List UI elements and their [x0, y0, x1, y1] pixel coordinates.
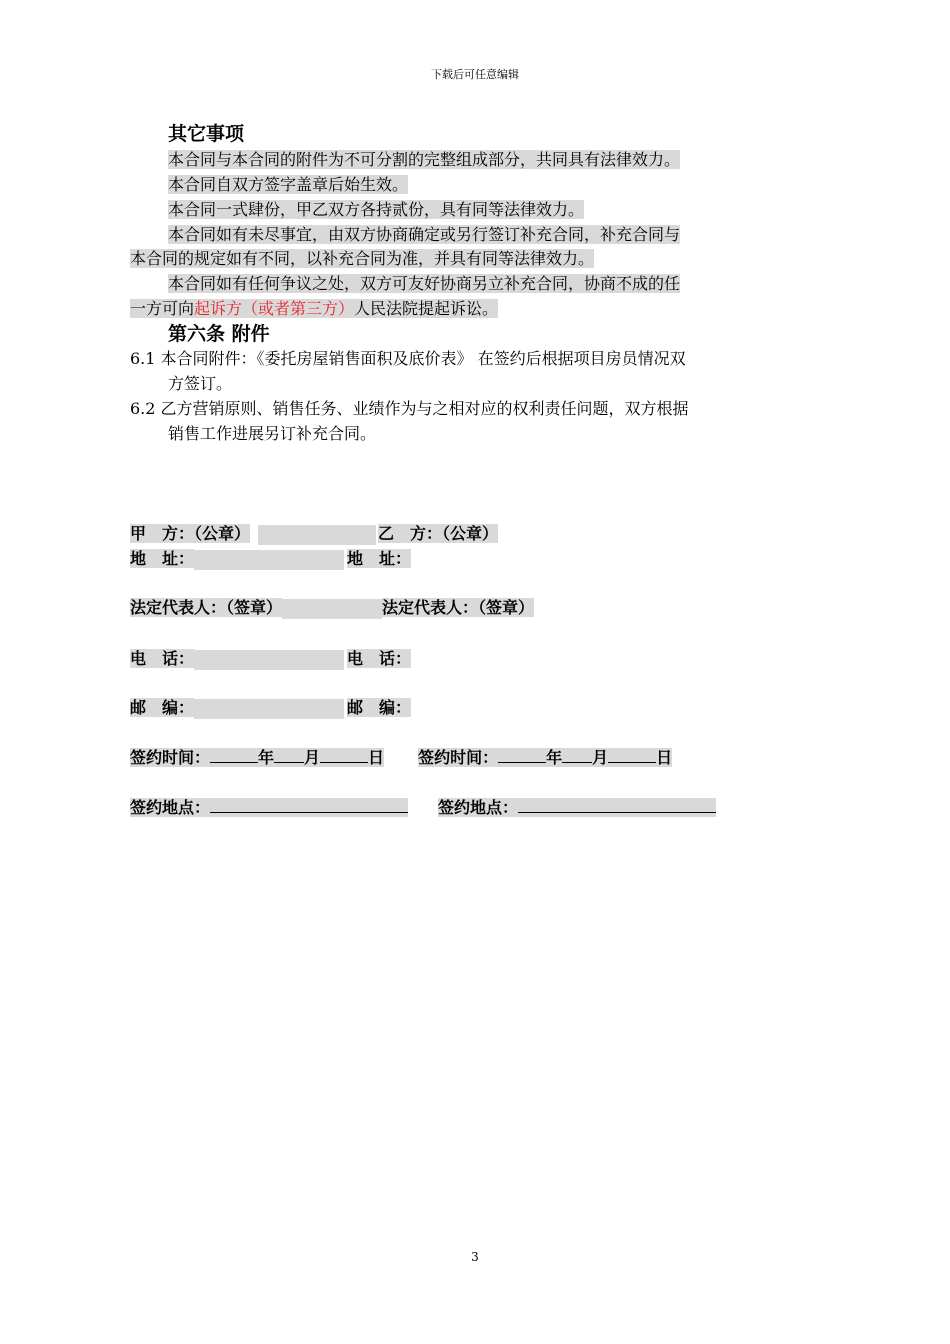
time-a-month-field[interactable]: [274, 746, 304, 763]
address-a-field[interactable]: [194, 550, 344, 570]
paragraph-4-line-2-text: 本合同的规定如有不同，以补充合同为准，并具有同等法律效力。: [130, 249, 595, 268]
address-b-label: 地 址：: [347, 549, 412, 568]
rep-a-label: 法定代表人：（签章）: [130, 598, 283, 617]
party-a-label: 甲 方：（公章）: [130, 524, 251, 543]
place-a-field[interactable]: [210, 796, 408, 813]
paragraph-5-line-2: [130, 297, 498, 321]
rep-a-field[interactable]: [282, 599, 382, 619]
time-b-day-unit: 日: [656, 748, 673, 767]
phone-a-label: 电 话：: [130, 649, 195, 668]
time-b-year-unit: 年: [546, 748, 563, 767]
article-6-title: 第六条 附件: [168, 323, 270, 345]
paragraph-5-line-1: [168, 272, 680, 296]
time-a-month-unit: 月: [304, 748, 321, 767]
article-6-item-1-line-1: 6.1 本合同附件：《委托房屋销售面积及底价表》 在签约后根据项目房员情况双: [130, 349, 686, 368]
time-b-year-field[interactable]: [498, 746, 546, 763]
party-b-label: 乙 方：（公章）: [378, 524, 499, 543]
time-a-label: 签约时间：: [130, 748, 211, 767]
time-b-month-unit: 月: [592, 748, 609, 767]
post-b-label: 邮 编：: [347, 698, 412, 717]
postcode-row: [130, 697, 411, 719]
paragraph-4-line-2: [130, 247, 594, 271]
section-title-other: 其它事项: [168, 123, 245, 145]
party-a-seal-field[interactable]: [258, 525, 376, 545]
paragraph-5-line-2-b: 人民法院提起诉讼。: [354, 299, 499, 318]
article-6-item-1-line-2: 方签订。: [168, 374, 233, 393]
time-a-day-field[interactable]: [320, 746, 368, 763]
time-a-year-field[interactable]: [210, 746, 258, 763]
paragraph-1-text: 本合同与本合同的附件为不可分割的完整组成部分，共同具有法律效力。: [168, 150, 681, 169]
time-b-label: 签约时间：: [418, 748, 499, 767]
paragraph-5-line-2-a: 一方可向: [130, 299, 195, 318]
time-a-year-unit: 年: [258, 748, 275, 767]
party-a-seal-row: [130, 523, 498, 545]
signing-place-row: [130, 796, 716, 819]
place-a-label: 签约地点：: [130, 798, 211, 817]
article-6-item-2-line-1: 6.2 乙方营销原则、销售任务、业绩作为与之相对应的权利责任问题，双方根据: [130, 399, 689, 418]
time-b-day-field[interactable]: [608, 746, 656, 763]
plaintiff-highlight: 起诉方（或者第三方）: [194, 299, 355, 318]
time-b-month-field[interactable]: [562, 746, 592, 763]
place-b-label: 签约地点：: [438, 798, 519, 817]
paragraph-2-text: 本合同自双方签字盖章后始生效。: [168, 175, 409, 194]
address-a-label: 地 址：: [130, 549, 195, 568]
place-b-field[interactable]: [518, 796, 716, 813]
post-a-label: 邮 编：: [130, 698, 195, 717]
post-a-field[interactable]: [194, 699, 344, 719]
paragraph-3-text: 本合同一式肆份，甲乙双方各持贰份，具有同等法律效力。: [168, 200, 585, 219]
legal-rep-row: [130, 597, 534, 619]
signing-time-row: [130, 746, 672, 769]
paragraph-3: [168, 198, 584, 222]
time-a-day-unit: 日: [368, 748, 385, 767]
paragraph-1: [168, 148, 680, 172]
paragraph-4-line-1-text: 本合同如有未尽事宜，由双方协商确定或另行签订补充合同，补充合同与: [168, 225, 681, 244]
rep-b-label: 法定代表人：（签章）: [382, 598, 535, 617]
phone-a-field[interactable]: [194, 650, 344, 670]
phone-row: [130, 648, 411, 670]
article-6-item-2-line-2: 销售工作进展另订补充合同。: [168, 424, 377, 443]
paragraph-2: [168, 173, 408, 197]
paragraph-5-line-1-text: 本合同如有任何争议之处，双方可友好协商另立补充合同，协商不成的任: [168, 274, 681, 293]
phone-b-label: 电 话：: [347, 649, 412, 668]
address-row: [130, 548, 411, 570]
paragraph-4-line-1: [168, 223, 680, 247]
page-header: 下载后可任意编辑: [431, 68, 519, 81]
page-number: 3: [471, 1250, 479, 1264]
